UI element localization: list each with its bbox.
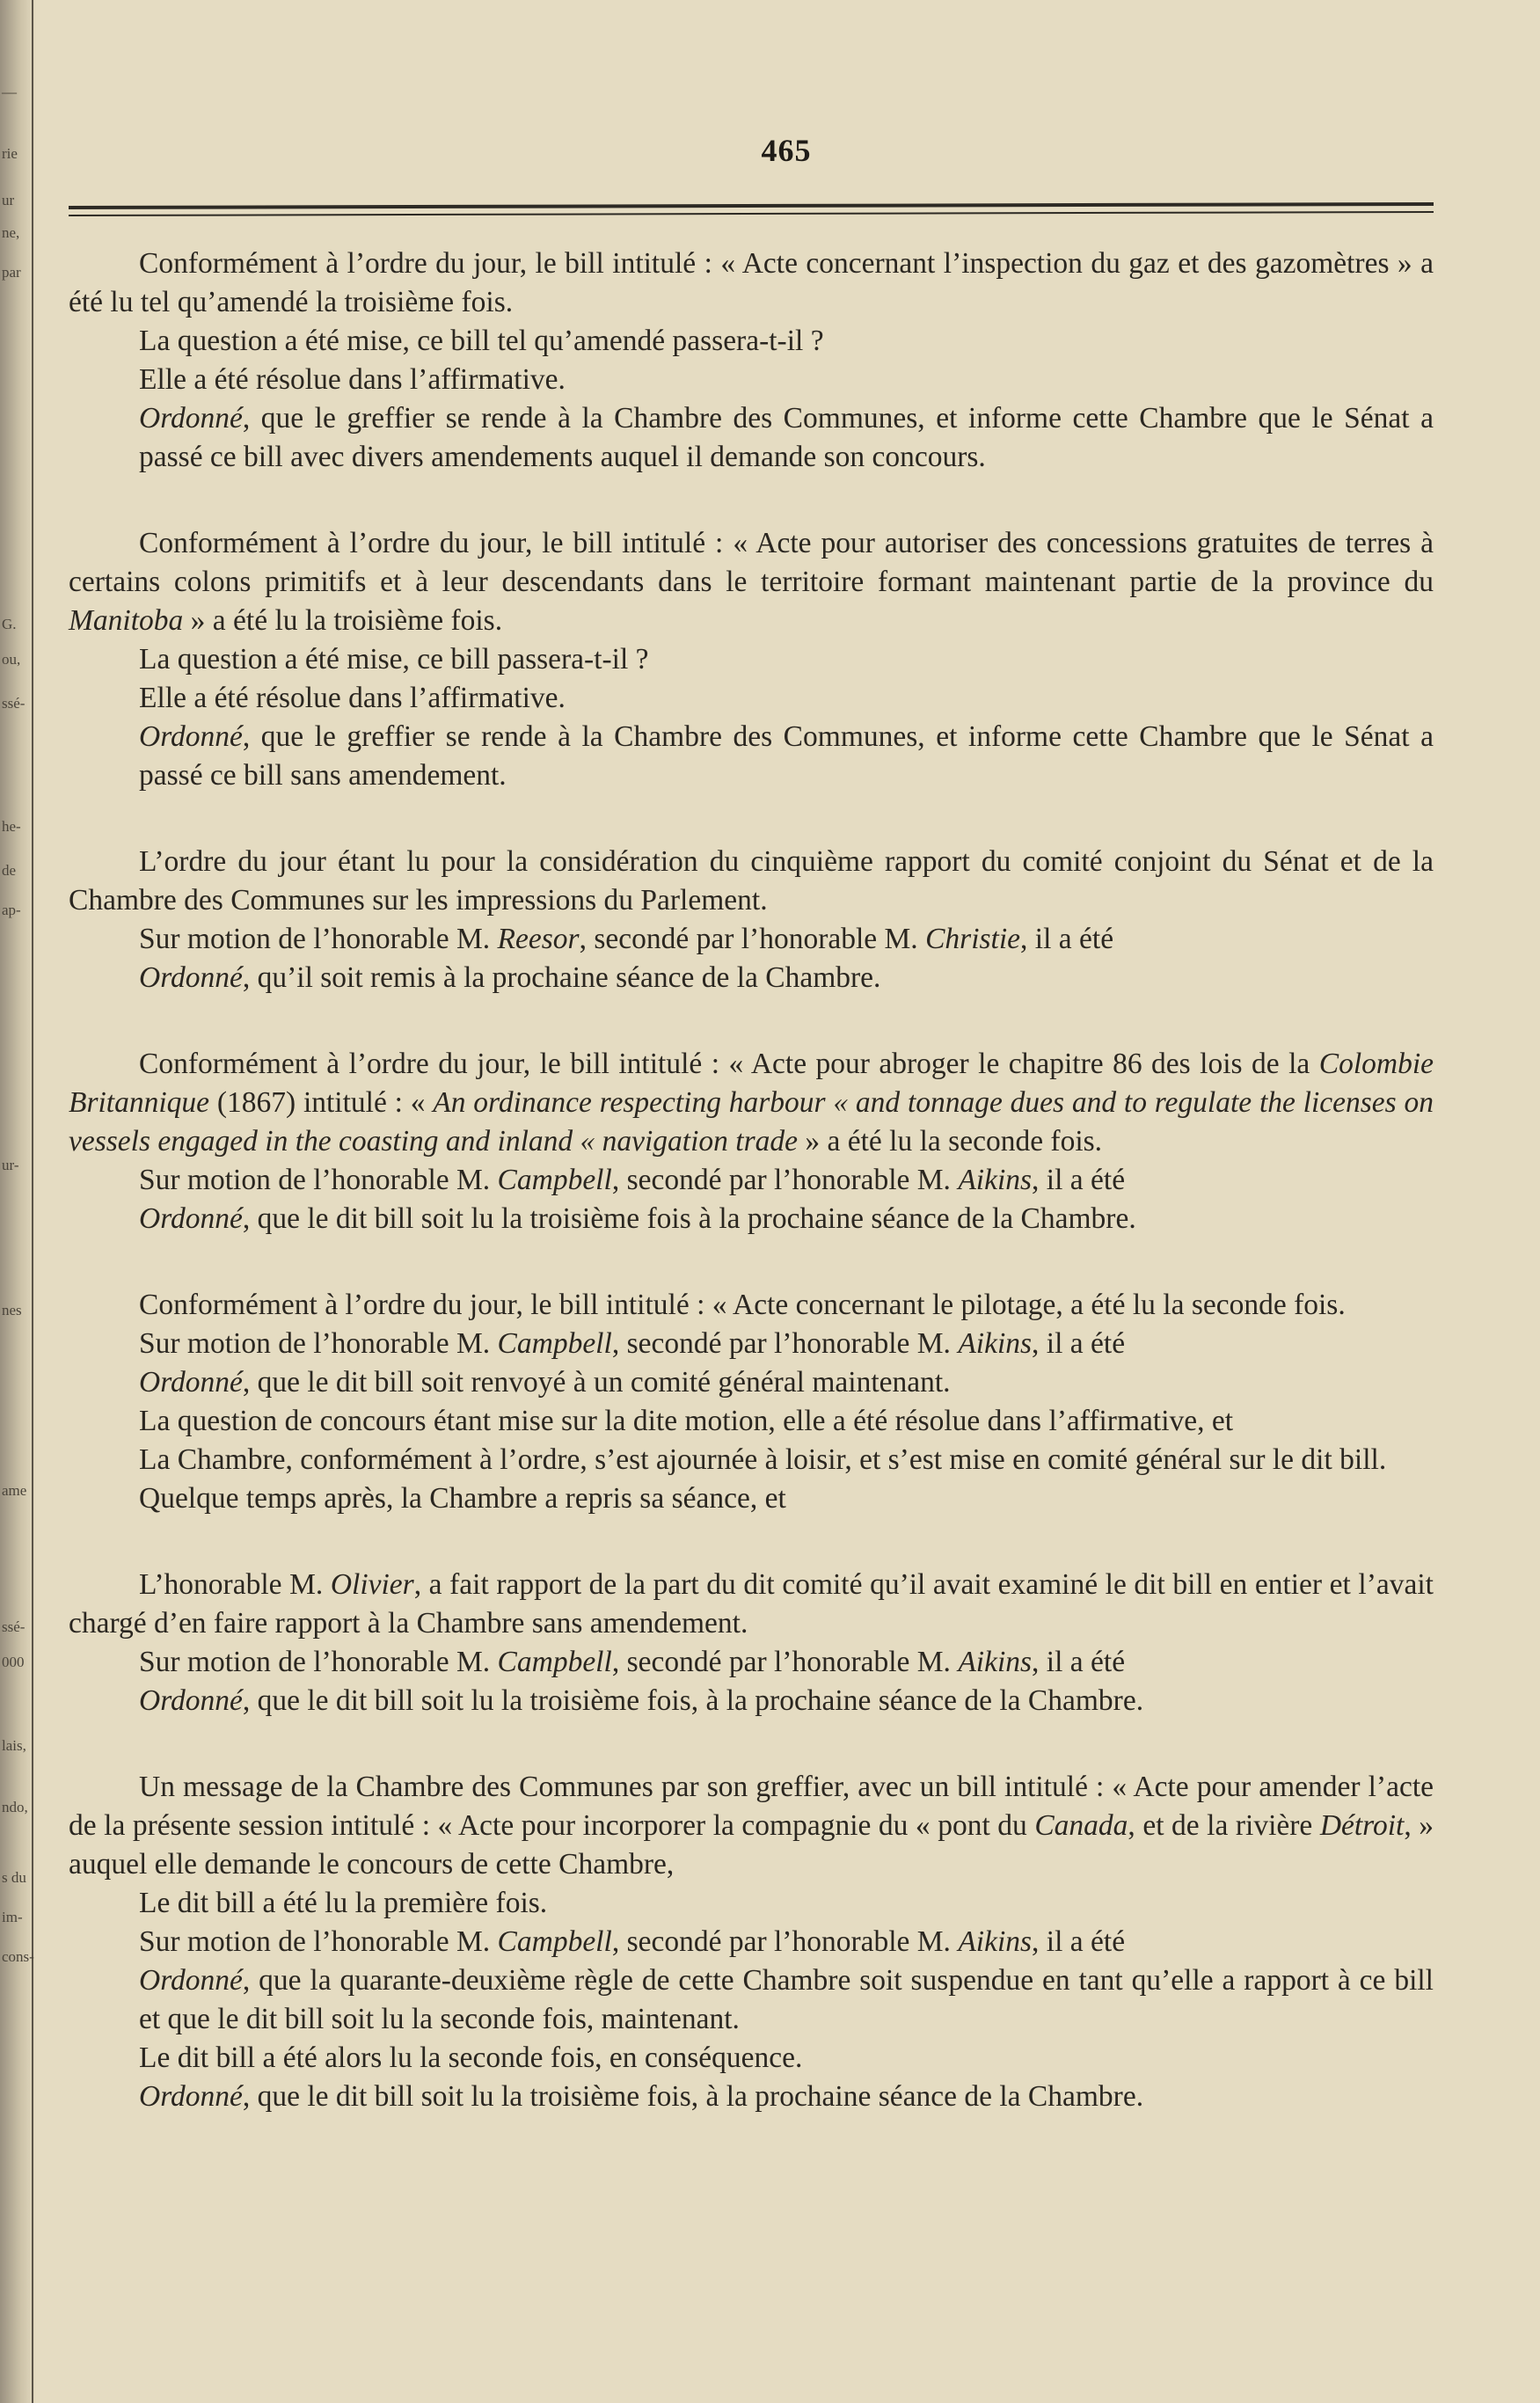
margin-fragment: — — [2, 84, 17, 100]
entry-opening-paragraph: Conformément à l’ordre du jour, le bill intitulé : « Acte pour abroger le chapitre 86 des lois de la Colombie Britannique (1867) intitulé : « An ordinance respecting harbour « and tonnage dues and to regulate the licenses on vessels engaged in the coasting and inland « navigation trade » a été lu la seconde fois. — [69, 1048, 1434, 1158]
margin-fragment: ou, — [2, 651, 21, 668]
entry-opening-paragraph: Conformément à l’ordre du jour, le bill intitulé : « Acte pour autoriser des concessions gratuites de terres à certains colons primitifs et à leur descendants dans le territoire formant maintenant partie de la province du Manitoba » a été lu la troisième fois. — [69, 527, 1434, 637]
margin-fragment: ssé- — [2, 695, 26, 712]
margin-fragment: de — [2, 862, 17, 879]
header-rule-thin — [69, 211, 1434, 216]
binding-line — [32, 0, 33, 2403]
entry-paragraph: Ordonné, qu’il soit remis à la prochaine séance de la Chambre. — [139, 961, 881, 994]
minutes-entry — [69, 1286, 1434, 1518]
document-page — [69, 132, 1434, 2164]
margin-fragment: par — [2, 264, 21, 281]
document-body — [69, 245, 1434, 2116]
header-rule-thick — [69, 202, 1434, 209]
minutes-entry — [69, 843, 1434, 997]
margin-fragment: s du — [2, 1869, 26, 1886]
minutes-entry — [69, 1045, 1434, 1238]
entry-paragraph: Ordonné, que le dit bill soit renvoyé à un comité général maintenant. — [139, 1366, 951, 1399]
entry-paragraph: Le dit bill a été alors lu la seconde fois, en conséquence. — [139, 2041, 803, 2074]
minutes-entry — [69, 524, 1434, 795]
entry-opening-paragraph: Un message de la Chambre des Communes par son greffier, avec un bill intitulé : « Acte pour amender l’acte de la présente session intitulé : « Acte pour incorporer la compagnie du « pont du Canada, et de la rivière Détroit, » auquel elle demande le concours de cette Chambre, — [69, 1771, 1434, 1881]
entry-paragraph: Sur motion de l’honorable M. Campbell, secondé par l’honorable M. Aikins, il a été — [139, 1925, 1126, 1958]
entry-paragraph: Ordonné, que le greffier se rende à la Chambre des Communes, et informe cette Chambre que le Sénat a passé ce bill avec divers amendements auquel il demande son concours. — [139, 402, 1434, 473]
entry-paragraph: La question a été mise, ce bill passera-t-il ? — [139, 643, 649, 676]
entry-paragraph: Sur motion de l’honorable M. Campbell, secondé par l’honorable M. Aikins, il a été — [139, 1646, 1126, 1678]
margin-fragment: rie — [2, 145, 18, 162]
entry-opening-paragraph: Conformément à l’ordre du jour, le bill intitulé : « Acte concernant le pilotage, a été lu la seconde fois. — [139, 1289, 1346, 1321]
entry-paragraph: Ordonné, que le dit bill soit lu la troisième fois, à la prochaine séance de la Chambre. — [139, 2080, 1144, 2113]
entry-opening-paragraph: Conformément à l’ordre du jour, le bill intitulé : « Acte concernant l’inspection du gaz et des gazomètres » a été lu tel qu’amendé la troisième fois. — [69, 247, 1434, 318]
entry-paragraph: La question de concours étant mise sur la dite motion, elle a été résolue dans l’affirmative, et — [139, 1405, 1234, 1437]
margin-fragments — [0, 0, 32, 2403]
margin-fragment: ame — [2, 1482, 27, 1499]
margin-fragment: lais, — [2, 1737, 26, 1754]
entry-opening-paragraph: L’ordre du jour étant lu pour la considération du cinquième rapport du comité conjoint du Sénat et de la Chambre des Communes sur les impressions du Parlement. — [69, 845, 1434, 917]
margin-fragment: 000 — [2, 1654, 25, 1670]
margin-fragment: he- — [2, 818, 21, 835]
entry-paragraph: Ordonné, que le greffier se rende à la Chambre des Communes, et informe cette Chambre que le Sénat a passé ce bill sans amendement. — [139, 720, 1434, 792]
margin-fragment: cons- — [2, 1948, 34, 1965]
entry-paragraph: La question a été mise, ce bill tel qu’amendé passera-t-il ? — [139, 325, 824, 357]
entry-paragraph: Elle a été résolue dans l’affirmative. — [139, 682, 566, 714]
margin-fragment: ndo, — [2, 1799, 28, 1815]
entry-paragraph: La Chambre, conformément à l’ordre, s’est ajournée à loisir, et s’est mise en comité général sur le dit bill. — [139, 1443, 1387, 1476]
entry-paragraph: Ordonné, que la quarante-deuxième règle de cette Chambre soit suspendue en tant qu’elle a rapport à ce bill et que le dit bill soit lu la seconde fois, maintenant. — [139, 1964, 1434, 2035]
page-number: 465 — [761, 133, 812, 168]
minutes-entry — [69, 1566, 1434, 1720]
entry-paragraph: Sur motion de l’honorable M. Campbell, secondé par l’honorable M. Aikins, il a été — [139, 1164, 1126, 1196]
entry-paragraph: Sur motion de l’honorable M. Campbell, secondé par l’honorable M. Aikins, il a été — [139, 1327, 1126, 1360]
margin-fragment: ssé- — [2, 1618, 26, 1635]
entry-paragraph: Elle a été résolue dans l’affirmative. — [139, 363, 566, 396]
margin-fragment: ur- — [2, 1157, 19, 1173]
entry-paragraph: Sur motion de l’honorable M. Reesor, secondé par l’honorable M. Christie, il a été — [139, 923, 1114, 955]
margin-fragment: ne, — [2, 224, 20, 241]
entry-paragraph: Quelque temps après, la Chambre a repris sa séance, et — [139, 1482, 786, 1515]
entry-paragraph: Le dit bill a été lu la première fois. — [139, 1887, 548, 1919]
margin-fragment: nes — [2, 1302, 22, 1318]
entry-opening-paragraph: L’honorable M. Olivier, a fait rapport de la part du dit comité qu’il avait examiné le dit bill en entier et l’avait chargé d’en faire rapport à la Chambre sans amendement. — [69, 1568, 1434, 1640]
entry-paragraph: Ordonné, que le dit bill soit lu la troisième fois, à la prochaine séance de la Chambre. — [139, 1684, 1144, 1717]
minutes-entry — [69, 245, 1434, 477]
margin-fragment: G. — [2, 616, 17, 632]
entry-paragraph: Ordonné, que le dit bill soit lu la troisième fois à la prochaine séance de la Chambre. — [139, 1202, 1136, 1235]
margin-fragment: im- — [2, 1909, 23, 1925]
margin-fragment: ap- — [2, 902, 21, 918]
minutes-entry — [69, 1768, 1434, 2116]
margin-fragment: ur — [2, 192, 15, 208]
